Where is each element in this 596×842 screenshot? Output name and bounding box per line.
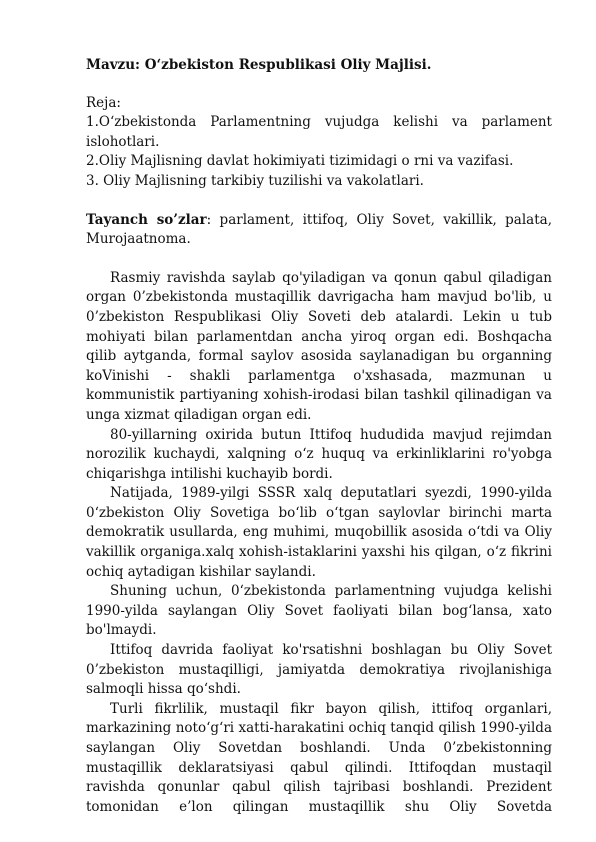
- plan-item-3: 3. Oliy Majlisning tarkibiy tuzilishi va vakolatlari.: [86, 172, 424, 189]
- paragraph-2: 80-yillarning oxirida butun Ittifoq hududida mavjud rejimdan norozilik kuchaydi, xalqning o‘z huquq va erkinliklarini ro'yobga chiqarishga intilishi kuchayib bordi.: [86, 426, 552, 482]
- keywords-line: [86, 211, 552, 250]
- paragraph-1: Rasmiy ravishda saylab qo'yiladigan va qonun qabul qiladigan organ 0’zbekistonda mustaqillik davrigacha ham mavjud bo'lib, u 0’zbekiston Respublikasi Oliy Soveti deb atalardi. Lekin u tub mohiyati bilan parlamentdan ancha yiroq organ edi. Boshqacha qilib aytganda, formal saylov asosida saylanadigan bu organning koVinishi - shakli parlamentga o'xshasada, mazmunan u kommunistik partiyaning xohish-irodasi bilan tashkil qilinadigan va unga xizmat qiladigan organ edi.: [86, 269, 552, 423]
- plan-section: [86, 94, 552, 192]
- paragraph-6: Turli fikrlilik, mustaqil fikr bayon qilish, ittifoq organlari, markazining noto‘g‘ri xatti-harakatini ochiq tanqid qilish 1990-yilda saylangan Oliy Sovetdan boshlandi. Unda 0’zbekistonning mustaqillik deklaratsiyasi qabul qilindi. Ittifoqdan mustaqil ravishda qonunlar qabul qilish tajribasi boshlandi. Prezident tomonidan e’lon qilingan mustaqillik shu Oliy Sovetda: [86, 700, 552, 815]
- keywords-label: Tayanch so’zlar: [86, 211, 207, 228]
- plan-heading: Reja:: [86, 94, 121, 111]
- paragraph-3: Natijada, 1989-yilgi SSSR xalq deputatlari syezdi, 1990-yilda 0‘zbekiston Oliy Sovetiga bo‘lib o‘tgan saylovlar birinchi marta demokratik usullarda, eng muhimi, muqobillik asosida o‘tdi va Oliy vakillik organiga.xalq xohish-istaklarini yaxshi his qilgan, o‘z fikrini ochiq aytadigan kishilar saylandi.: [86, 485, 552, 580]
- document-body: [86, 56, 552, 817]
- paragraph-5: Ittifoq davrida faoliyat ko'rsatishni boshlagan bu Oliy Sovet 0’zbekiston mustaqilligi, jamiyatda demokratiya rivojlanishiga salmoqli hissa qo‘shdi.: [86, 642, 552, 698]
- paragraph-4: Shuning uchun, 0‘zbekistonda parlamentning vujudga kelishi 1990-yilda saylangan Oliy Sovet faoliyati bilan bog‘lansa, xato bo'lmaydi.: [86, 583, 552, 639]
- page-title: Mavzu: O‘zbekiston Respublikasi Oliy Majlisi.: [86, 57, 432, 73]
- plan-item-1: 1.O‘zbekistonda Parlamentning vujudga kelishi va parlament islohotlari.: [86, 114, 552, 150]
- keywords-text: : parlament, ittifoq, Oliy Sovet, vakillik, palata, Murojaatnoma.: [86, 211, 552, 248]
- plan-item-2: 2.Oliy Majlisning davlat hokimiyati tizimidagi o rni va vazifasi.: [86, 153, 514, 170]
